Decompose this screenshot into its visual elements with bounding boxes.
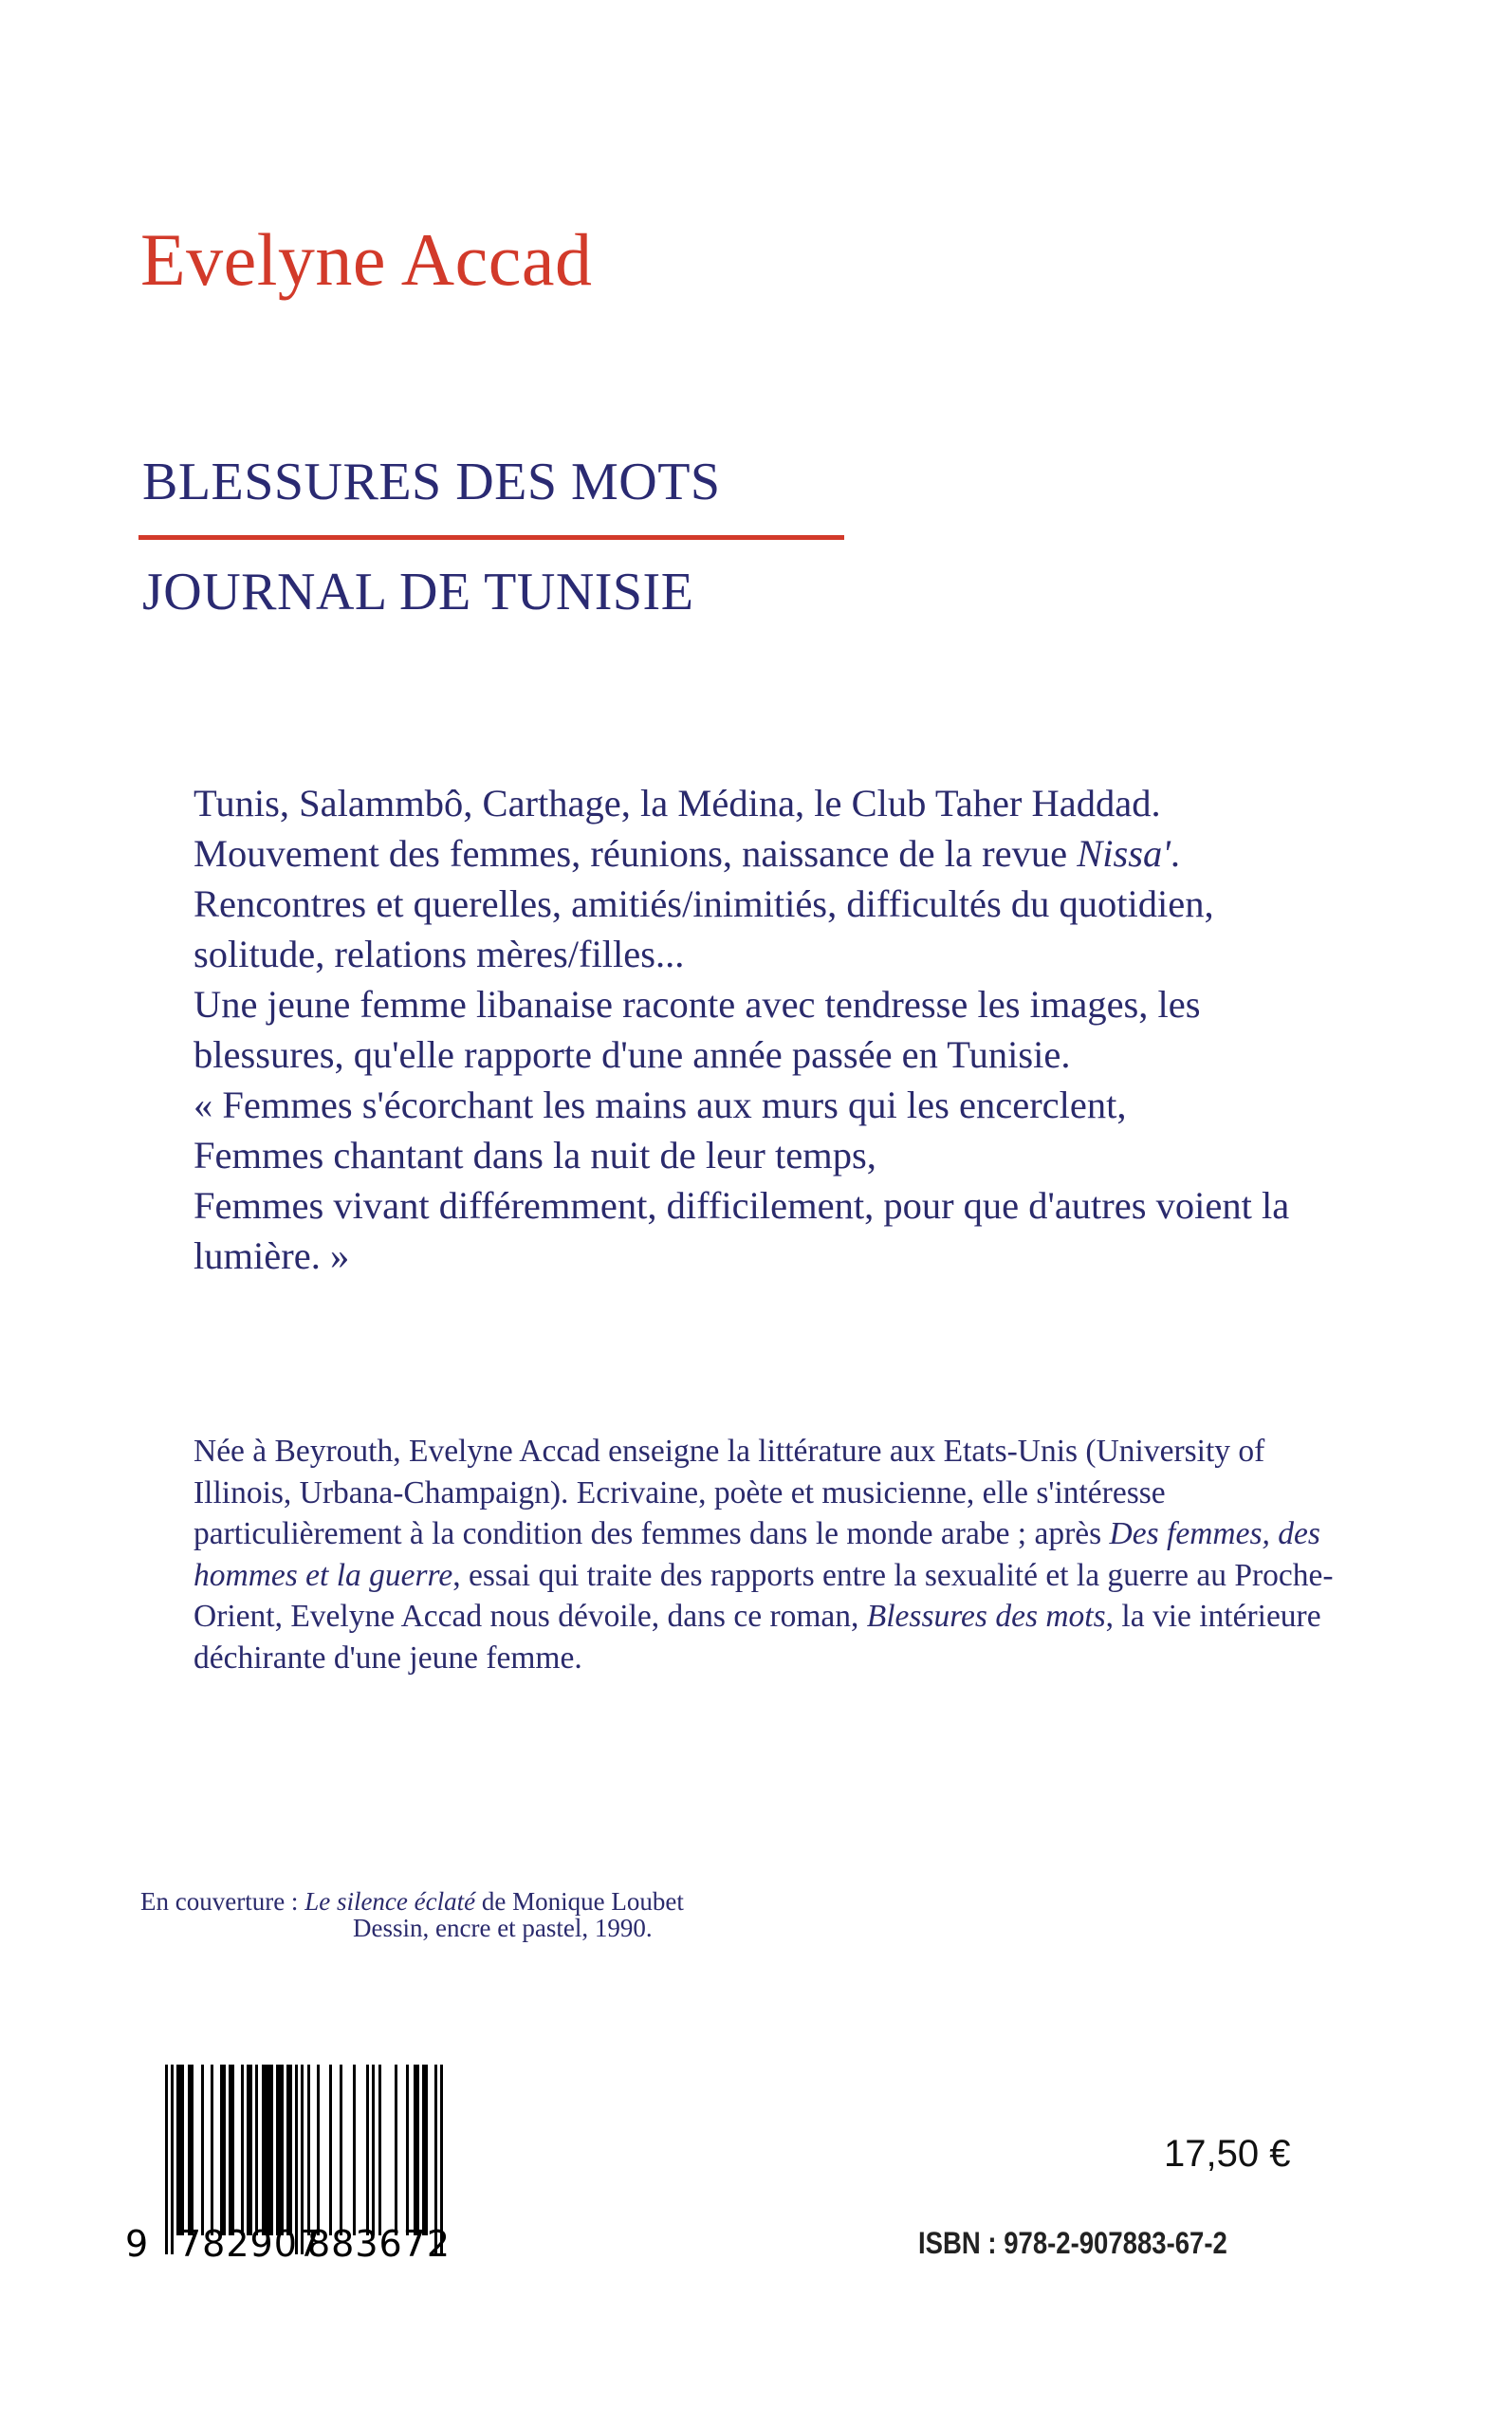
blurb-paragraph-1: [140, 778, 1336, 979]
isbn-label: ISBN : 978-2-907883-67-2: [918, 2226, 1227, 2260]
barcode-first-digit: 9: [125, 2223, 149, 2265]
book-subtitle: JOURNAL DE TUNISIE: [142, 563, 694, 621]
bio-text: Née à Beyrouth, Evelyne Accad enseigne la littérature aux Etats-Unis (University of Illinois, Urbana-Champaign). Ecrivaine, poète et musicienne, elle s'intéresse particulièrement à la condition des femmes dans le monde arabe ; après: [194, 1434, 1265, 1552]
barcode-right-digits: 883672: [307, 2223, 452, 2265]
price-label: 17,50 €: [1164, 2133, 1291, 2175]
author-biography: [140, 1431, 1336, 1679]
credits-label: En couverture :: [140, 1887, 305, 1916]
quote-line: « Femmes s'écorchant les mains aux murs qui les encerclent,: [194, 1084, 1127, 1126]
isbn-barcode: [125, 2065, 491, 2269]
back-cover-blurb: [140, 778, 1336, 1281]
bio-text: , la vie intérieure déchirante d'une jeune femme.: [194, 1599, 1321, 1676]
quote-line: Femmes vivant différemment, difficilement, pour que d'autres voient la lumière. »: [194, 1184, 1290, 1277]
blurb-text: . Rencontres et querelles, amitiés/inimitiés, difficultés du quotidien, solitude, relations mères/filles...: [194, 832, 1214, 975]
novel-title: Blessures des mots: [866, 1599, 1106, 1635]
book-title: BLESSURES DES MOTS: [142, 453, 721, 511]
bio-text: , essai qui traite des rapports entre la sexualité et la guerre au Proche-Orient, Evelyne Accad nous dévoile, dans ce roman,: [194, 1557, 1334, 1635]
cover-credits-line-2: Dessin, encre et pastel, 1990.: [353, 1914, 653, 1942]
cover-credits: [140, 1888, 684, 1941]
blurb-text: Tunis, Salammbô, Carthage, la Médina, le Club Taher Haddad. Mouvement des femmes, réunions, naissance de la revue: [194, 782, 1161, 875]
artist-name: de Monique Loubet: [475, 1887, 684, 1916]
title-divider: [138, 535, 844, 540]
barcode-left-digits: 782907: [178, 2223, 323, 2265]
previous-work-title: Des femmes, des hommes et la guerre: [194, 1516, 1320, 1593]
artwork-title: Le silence éclaté: [304, 1887, 476, 1916]
magazine-title: Nissa': [1077, 832, 1171, 875]
quote-line: Femmes chantant dans la nuit de leur temps,: [194, 1134, 876, 1177]
cover-credits-line-1: [140, 1888, 684, 1915]
author-name: Evelyne Accad: [140, 218, 593, 301]
blurb-paragraph-2: Une jeune femme libanaise raconte avec tendresse les images, les blessures, qu'elle rapporte d'une année passée en Tunisie.: [194, 983, 1201, 1076]
bio-paragraph: [140, 1431, 1336, 1679]
